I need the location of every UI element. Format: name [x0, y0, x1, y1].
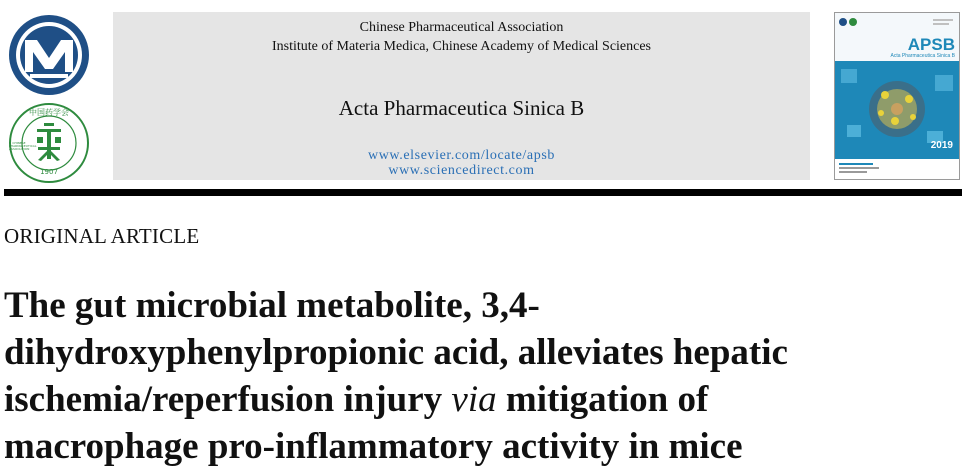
- association-line-2: Institute of Materia Medica, Chinese Academy of Medical Sciences: [271, 39, 652, 54]
- association-line-1: Chinese Pharmaceutical Association: [359, 20, 564, 35]
- journal-urls: [113, 148, 810, 178]
- header-divider: [4, 189, 962, 196]
- elsevier-link[interactable]: www.elsevier.com/locate/apsb: [368, 148, 555, 163]
- sciencedirect-link[interactable]: www.sciencedirect.com: [388, 163, 535, 178]
- institute-logo-icon: [8, 14, 90, 96]
- title-line-1: The gut microbial metabolite, 3,4-: [4, 285, 540, 326]
- logo-chinese-text: 中国药学会: [29, 108, 69, 117]
- title-line-3b: mitigation of: [496, 379, 709, 420]
- logo-year: 1907: [40, 168, 58, 176]
- journal-cover: [834, 12, 960, 180]
- journal-name: Acta Pharmaceutica Sinica B: [338, 96, 585, 120]
- chinese-pharmaceutical-association-logo-icon: [8, 102, 90, 184]
- title-line-4: macrophage pro-inflammatory activity in mice: [4, 426, 743, 467]
- journal-header: [113, 12, 810, 180]
- cover-abbr: APSB: [907, 35, 955, 54]
- title-line-2: dihydroxyphenylpropionic acid, alleviates hepatic: [4, 332, 788, 373]
- cover-subtitle: Acta Pharmaceutica Sinica B: [890, 53, 955, 59]
- logo-ring-text: CHINESE PHARMACEUTICAL ASSOCIATION: [9, 141, 37, 151]
- association-names: [113, 18, 810, 56]
- article-title: [4, 282, 964, 470]
- cover-year: 2019: [930, 140, 953, 151]
- society-logos: [4, 10, 94, 182]
- title-line-3a: ischemia/reperfusion injury: [4, 379, 452, 420]
- title-via: via: [451, 379, 497, 420]
- article-type: ORIGINAL ARTICLE: [4, 224, 200, 248]
